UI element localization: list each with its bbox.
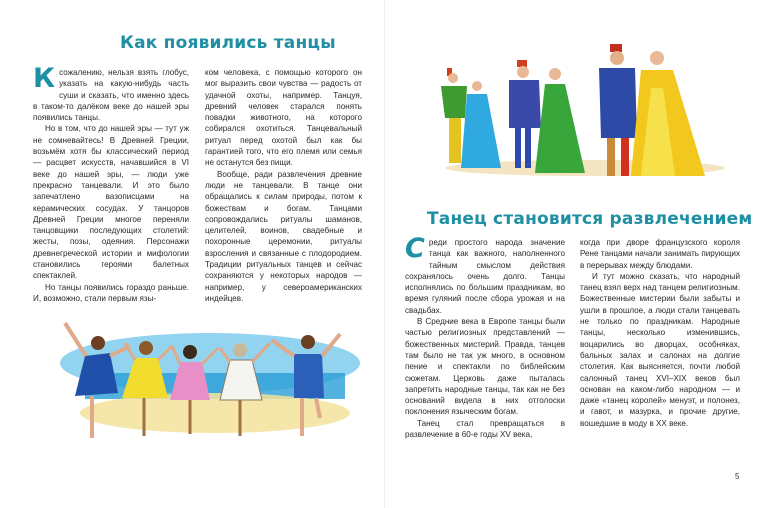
paragraph: Но танцы появились гораздо раньше. И, возможно, стали первым язы- bbox=[33, 282, 189, 303]
drop-cap: К bbox=[33, 63, 56, 94]
paragraph-text: реди простого народа значение танца как важного, наполненного тайным смыслом действия сохранялось очень долго. Танцы исполнялись по большим праздникам, во время гуляний после сбора урожая и на свадьбах. bbox=[405, 238, 565, 315]
right-column-1 bbox=[405, 233, 565, 440]
paragraph: Вообще, ради развлечения древние люди не танцевали. В танце они обращались к силам природы, потом к божествам и богам. Танцами сопровождались ритуалы шаманов, целителей, воинов, свадебные и похоронные церемонии, ритуалы взросления и связанные с плодородием. Традиции ритуальных танцев и сейчас сохраняются у некоторых народов — например, у североамериканских индейцев. bbox=[205, 169, 362, 303]
page-number: 5 bbox=[735, 472, 740, 481]
paragraph: В Средние века в Европе танцы были частью религиозных представлений — божественных мистерий. Правда, танцев там было не так уж много, в основном пение и спектакли по библейским сюжетам. Церковь даже пыталась запретить народные танцы, так как не без оснований видела в них отголоски поклонения языческим богам. bbox=[405, 317, 565, 417]
left-column-1 bbox=[33, 63, 189, 304]
section-title-entertainment: Танец становится развлечением bbox=[427, 209, 753, 229]
paragraph: И тут можно сказать, что народный танец взял верх над танцем религиозным. Божественные мистерии были забыты и ушли в прошлое, а люди стали танцевать не только по праздникам. Народные танцы, несколько изменившись, воцарились во дворцах, особняках, бальных залах и салонах на долгие столетия. Как выясняется, почти любой салонный танец XVI–XIX веков был основан на каком-либо народном — и даже «танец королей» менуэт, и полонез, и гавот, и мазурка, и прочие другие, вошедшие в моду в XX веке. bbox=[580, 271, 740, 428]
paragraph: ком человека, с помощью которого он мог выразить свои чувства — радость от удачной охоты, например. Танцуя, древний человек старался понять повадки животного, на которого собирался охотиться. Танцевальный ритуал перед охотой был как бы гарантией того, что его племя или семья не останутся без пищи. bbox=[205, 68, 362, 168]
left-column-2 bbox=[205, 67, 362, 304]
paragraph-text: сожалению, нельзя взять глобус, указать на какую-нибудь часть суши и сказать, что именно здесь в таком-то далёком веке до нашей эры появились танцы. bbox=[33, 68, 189, 123]
drop-cap: С bbox=[405, 233, 425, 264]
paragraph: когда при дворе французского короля Рене танцами начали занимать пирующих в перерывах между блюдами. bbox=[580, 238, 740, 270]
right-page bbox=[385, 0, 770, 508]
greek-dancers-illustration bbox=[40, 318, 360, 468]
paragraph bbox=[405, 233, 565, 316]
right-column-2 bbox=[580, 237, 740, 429]
medieval-dancers-illustration bbox=[435, 28, 735, 178]
paragraph bbox=[33, 63, 189, 123]
paragraph: Танец стал превращаться в развлечение в 60-е годы XV века, bbox=[405, 418, 565, 440]
section-title-origins: Как появились танцы bbox=[120, 33, 336, 53]
paragraph: Но в том, что до нашей эры — тут уж не сомневайтесь! В Древней Греции, возьмём хотя бы классический период — расцвет искусств, начавшийся в VI веке до нашей эры, — люди уже прекрасно танцевали. И это было запечатлено вазописцами на керамических сосудах. У танцоров Древней Греции многое переняли танцовщики последующих столетий: жесты, позы, одеяния. Персонажи древнегреческой истории и мифологии становились героями балетных спектаклей. bbox=[33, 124, 189, 281]
